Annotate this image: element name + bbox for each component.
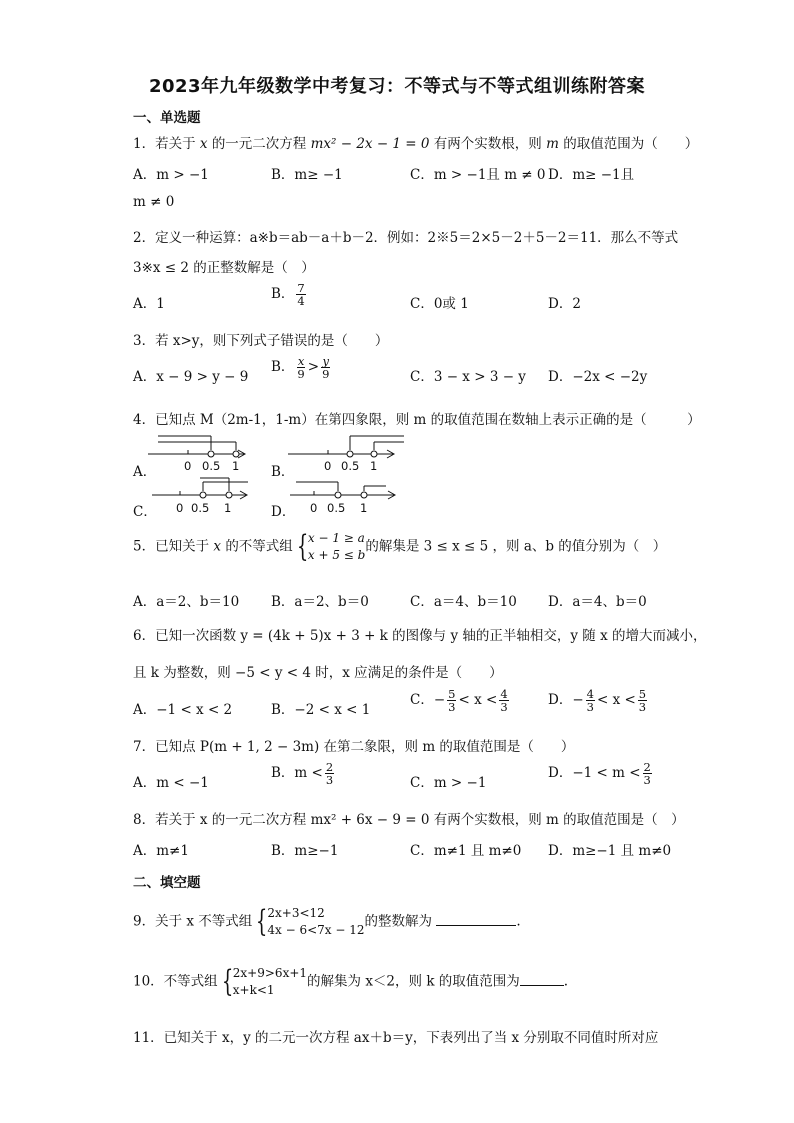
q1-option-a[interactable]: A．m > −1 [133, 167, 209, 183]
q7-d-fraction [643, 761, 652, 786]
left-brace-icon: { [296, 529, 309, 564]
q1-text-c: 有两个实数根，则 [433, 136, 542, 152]
tick-label-0-5: 0.5 [202, 459, 221, 473]
q6-option-d-label: D．− [548, 692, 584, 708]
q7-option-d-label: D．−1 < m < [548, 765, 641, 781]
q10-inequality-system [233, 965, 307, 999]
q1-option-d[interactable]: D．m≥ −1且 [548, 167, 635, 183]
q9-inequality-system [267, 905, 364, 939]
q8-option-b[interactable]: B．m≥−1 [271, 843, 339, 859]
question-10-stem [133, 965, 568, 999]
q5-option-d[interactable]: D．a＝4、b＝0 [548, 594, 647, 610]
q6-c-middle: < x < [458, 692, 498, 708]
left-brace-icon: { [221, 964, 233, 999]
question-4-stem: 4．已知点 M（2m-1，1-m）在第四象限，则 m 的取值范围在数轴上表示正确的是（ ） [133, 412, 701, 428]
q2-option-b-fraction [296, 282, 305, 307]
q9-text-post: 的整数解为 [364, 913, 433, 930]
q3-option-c[interactable]: C．3 − x > 3 − y [410, 369, 526, 385]
q5-text-pre: 5．已知关于 [133, 538, 210, 555]
q1-var-m: m [546, 136, 559, 152]
fraction-denominator: 3 [586, 700, 594, 714]
fraction-denominator: 3 [643, 773, 651, 787]
q5-text-mid: 的不等式组 [225, 538, 293, 555]
q6-option-a[interactable]: A．−1 < x < 2 [133, 702, 233, 718]
q3-option-b[interactable] [271, 355, 332, 380]
question-1-stem [133, 132, 698, 152]
q3-fraction-x9 [296, 355, 305, 380]
tick-label-0-5: 0.5 [191, 501, 210, 515]
tick-label-1: 1 [370, 459, 378, 473]
q9-period: . [516, 913, 521, 930]
q10-inequality-1: 2x+9>6x+1 [232, 966, 308, 980]
q1-text-a: 1．若关于 [133, 136, 196, 152]
tick-label-0: 0 [324, 459, 332, 473]
q7-option-d[interactable] [548, 761, 654, 786]
fraction-numerator: y [322, 354, 329, 368]
fraction-denominator: 3 [325, 773, 334, 787]
q10-text-pre: 10．不等式组 [133, 973, 218, 990]
q5-option-b[interactable]: B．a＝2、b＝0 [271, 594, 369, 610]
q6-d-fraction-1 [586, 688, 595, 713]
q5-option-c[interactable]: C．a＝4、b＝10 [410, 594, 517, 610]
q4-number-line-b[interactable] [288, 432, 408, 476]
section-heading-single-choice: 一、单选题 [133, 110, 201, 126]
q9-inequality-2: 4x − 6<7x − 12 [267, 923, 365, 937]
question-11-stem-line1: 11．已知关于 x，y 的二元一次方程 ax＋b＝y，下表列出了当 x 分别取不同值时所对应 [133, 1030, 659, 1046]
fraction-denominator: 4 [297, 294, 305, 308]
q2-option-d[interactable]: D．2 [548, 296, 581, 312]
q2-option-c[interactable]: C．0或 1 [410, 296, 469, 312]
q10-period: . [563, 973, 569, 990]
q6-option-c[interactable] [410, 688, 511, 713]
fraction-numerator: 4 [586, 687, 594, 701]
q4-number-line-d[interactable] [290, 476, 402, 520]
q5-text-post: 的解集是 3 ≤ x ≤ 5 ，则 a、b 的值分别为（ ） [365, 538, 667, 555]
q6-d-fraction-2 [638, 688, 647, 713]
q6-option-d[interactable] [548, 688, 649, 713]
q8-option-d[interactable]: D．m≥−1 且 m≠0 [548, 843, 672, 859]
q1-option-d-continued: m ≠ 0 [133, 194, 175, 210]
q5-inequality-system [308, 530, 365, 564]
fraction-denominator: 3 [638, 700, 647, 714]
q4-option-d-label[interactable]: D． [271, 504, 296, 520]
q1-equation: mx² − 2x − 1 = 0 [310, 136, 430, 152]
q3-option-a[interactable]: A．x − 9 > y − 9 [133, 369, 249, 385]
question-6-stem-line2: 且 k 为整数，则 −5 < y < 4 时，x 应满足的条件是（ ） [133, 665, 503, 681]
q3-option-d[interactable]: D．−2x < −2y [548, 369, 648, 385]
question-5-stem [133, 530, 666, 564]
q1-var-x: x [199, 136, 208, 152]
q2-option-b-label: B． [271, 286, 295, 302]
fraction-denominator: 9 [322, 367, 330, 381]
q1-text-b: 的一元二次方程 [211, 136, 307, 152]
q5-var-x: x [213, 538, 222, 555]
q7-b-fraction [325, 761, 334, 786]
q3-operator: > [307, 359, 320, 375]
tick-label-1: 1 [232, 459, 240, 473]
q6-c-fraction-1 [447, 688, 456, 713]
tick-label-0: 0 [176, 501, 184, 515]
fraction-numerator: 5 [448, 687, 456, 701]
q10-inequality-2: x+k<1 [232, 983, 275, 997]
question-7-stem: 7．已知点 P(m + 1, 2 − 3m) 在第二象限，则 m 的取值范围是（ ） [133, 739, 575, 755]
fraction-numerator: x [297, 354, 305, 368]
q1-option-c[interactable]: C．m > −1且 m ≠ 0 [410, 167, 546, 183]
tick-label-0: 0 [184, 459, 192, 473]
tick-label-1: 1 [360, 501, 368, 515]
question-2-stem-line2: 3※x ≤ 2 的正整数解是（ ） [133, 260, 315, 276]
q5-inequality-2: x + 5 ≤ b [307, 548, 366, 562]
q4-option-b-label[interactable]: B． [271, 464, 295, 480]
q1-option-b[interactable]: B．m≥ −1 [271, 167, 343, 183]
q10-text-post: 的解集为 x＜2，则 k 的取值范围为 [307, 973, 520, 990]
q4-option-a-label[interactable]: A． [133, 464, 157, 480]
q4-number-line-c[interactable] [152, 476, 262, 520]
q8-option-a[interactable]: A．m≠1 [133, 843, 189, 859]
q6-d-middle: < x < [596, 692, 636, 708]
tick-label-0-5: 0.5 [341, 459, 360, 473]
section-heading-fill-in: 二、填空题 [133, 875, 201, 891]
left-brace-icon: { [256, 904, 268, 939]
fraction-denominator: 3 [500, 700, 508, 714]
q9-text-pre: 9．关于 x 不等式组 [133, 913, 253, 930]
fraction-numerator: 4 [500, 687, 508, 701]
fraction-denominator: 3 [448, 700, 456, 714]
q4-option-c-label[interactable]: C． [133, 504, 157, 520]
q6-option-c-label: C．− [410, 692, 446, 708]
question-3-stem: 3．若 x>y，则下列式子错误的是（ ） [133, 333, 389, 349]
fraction-numerator: 2 [643, 760, 651, 774]
question-8-stem: 8．若关于 x 的一元二次方程 mx² + 6x − 9 = 0 有两个实数根，则 m 的取值范围是（ ） [133, 812, 685, 828]
q10-answer-blank[interactable] [520, 973, 564, 986]
q9-inequality-1: 2x+3<12 [267, 906, 325, 920]
fraction-denominator: 9 [297, 367, 305, 381]
q2-option-a[interactable]: A．1 [133, 296, 165, 312]
fraction-numerator: 7 [297, 281, 305, 295]
q7-option-b-label: B．m < [271, 765, 323, 781]
question-2-stem-line1: 2．定义一种运算：a※b＝ab－a＋b－2．例如：2※5＝2×5－2＋5－2＝11．那么不等式 [133, 230, 679, 246]
fraction-numerator: 2 [325, 760, 334, 774]
q5-option-a[interactable]: A．a＝2、b＝10 [133, 594, 240, 610]
fraction-numerator: 5 [638, 687, 647, 701]
tick-label-0-5: 0.5 [327, 501, 346, 515]
q5-inequality-1: x − 1 ≥ a [307, 531, 365, 545]
q6-c-fraction-2 [499, 688, 508, 713]
q9-answer-blank[interactable] [436, 913, 516, 926]
q3-fraction-y9 [321, 355, 330, 380]
q7-option-b[interactable] [271, 761, 336, 786]
q7-option-c[interactable]: C．m > −1 [410, 775, 487, 791]
question-6-stem-line1: 6．已知一次函数 y = (4k + 5)x + 3 + k 的图像与 y 轴的正半轴相交，y 随 x 的增大而减小， [133, 628, 707, 644]
q6-option-b[interactable]: B．−2 < x < 1 [271, 702, 371, 718]
q8-option-c[interactable]: C．m≠1 且 m≠0 [410, 843, 522, 859]
q4-number-line-a[interactable] [148, 432, 258, 476]
q2-option-b[interactable] [271, 282, 308, 307]
page-title: 2023年九年级数学中考复习：不等式与不等式组训练附答案 [148, 76, 646, 97]
q1-text-d: 的取值范围为（ ） [563, 136, 699, 152]
q7-option-a[interactable]: A．m < −1 [133, 775, 209, 791]
question-9-stem [133, 905, 521, 939]
tick-label-0: 0 [310, 501, 318, 515]
q3-option-b-label: B． [271, 359, 295, 375]
tick-label-1: 1 [224, 501, 232, 515]
